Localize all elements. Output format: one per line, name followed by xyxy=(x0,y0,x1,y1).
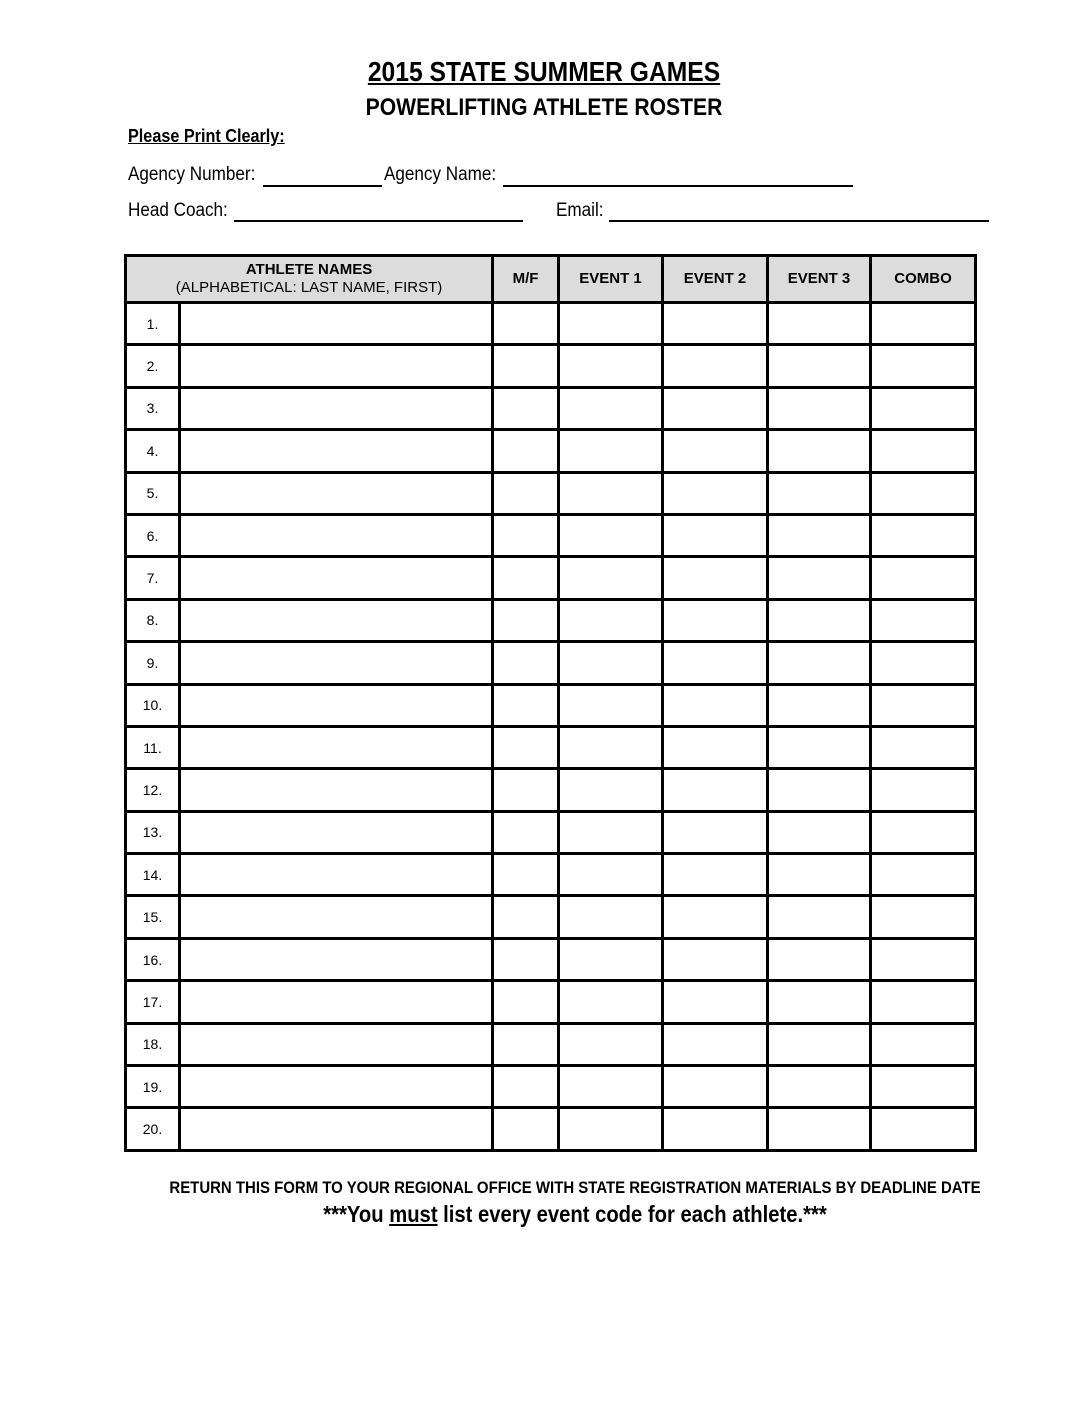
event1-cell[interactable] xyxy=(559,514,663,556)
agency-name-field[interactable] xyxy=(503,185,853,187)
row-number: 6. xyxy=(126,514,180,556)
event3-cell[interactable] xyxy=(768,472,871,514)
event3-cell[interactable] xyxy=(768,769,871,811)
event1-cell[interactable] xyxy=(559,854,663,896)
event3-cell[interactable] xyxy=(768,430,871,472)
athlete-name-cell[interactable] xyxy=(180,769,493,811)
combo-cell[interactable] xyxy=(871,896,976,938)
row-number: 16. xyxy=(126,938,180,980)
athlete-name-cell[interactable] xyxy=(180,303,493,345)
combo-cell[interactable] xyxy=(871,854,976,896)
combo-cell[interactable] xyxy=(871,811,976,853)
print-instruction: Please Print Clearly: xyxy=(128,126,285,146)
agency-name-label: Agency Name: xyxy=(384,164,497,185)
combo-cell[interactable] xyxy=(871,642,976,684)
athlete-name-cell[interactable] xyxy=(180,726,493,768)
agency-number-field[interactable] xyxy=(263,185,382,187)
combo-cell[interactable] xyxy=(871,1066,976,1108)
event3-cell[interactable] xyxy=(768,303,871,345)
event3-cell[interactable] xyxy=(768,642,871,684)
notice-emphasis: must xyxy=(389,1201,438,1227)
row-number: 18. xyxy=(126,1023,180,1065)
event2-cell[interactable] xyxy=(663,938,768,980)
combo-cell[interactable] xyxy=(871,938,976,980)
notice-prefix: ***You xyxy=(323,1201,390,1227)
athlete-name-cell[interactable] xyxy=(180,557,493,599)
mf-cell[interactable] xyxy=(493,303,559,345)
mf-cell[interactable] xyxy=(493,811,559,853)
row-number: 13. xyxy=(126,811,180,853)
combo-cell[interactable] xyxy=(871,726,976,768)
table-row xyxy=(126,981,976,1023)
event1-cell[interactable] xyxy=(559,981,663,1023)
mf-cell[interactable] xyxy=(493,472,559,514)
event1-cell[interactable] xyxy=(559,1066,663,1108)
combo-cell[interactable] xyxy=(871,345,976,387)
athlete-name-cell[interactable] xyxy=(180,854,493,896)
table-row xyxy=(126,514,976,556)
event2-cell[interactable] xyxy=(663,387,768,429)
event2-cell[interactable] xyxy=(663,811,768,853)
row-number: 20. xyxy=(126,1108,180,1150)
event3-cell[interactable] xyxy=(768,387,871,429)
athlete-name-cell[interactable] xyxy=(180,472,493,514)
mf-cell[interactable] xyxy=(493,430,559,472)
combo-cell[interactable] xyxy=(871,514,976,556)
row-number: 2. xyxy=(126,345,180,387)
event1-cell[interactable] xyxy=(559,430,663,472)
event1-cell[interactable] xyxy=(559,345,663,387)
column-header-event1: EVENT 1 xyxy=(559,256,663,303)
event2-cell[interactable] xyxy=(663,430,768,472)
notice-suffix: list every event code for each athlete.*** xyxy=(437,1201,827,1227)
row-number: 9. xyxy=(126,642,180,684)
row-number: 11. xyxy=(126,726,180,768)
row-number: 15. xyxy=(126,896,180,938)
combo-cell[interactable] xyxy=(871,472,976,514)
event3-cell[interactable] xyxy=(768,896,871,938)
event2-cell[interactable] xyxy=(663,514,768,556)
page-subtitle: POWERLIFTING ATHLETE ROSTER xyxy=(365,94,723,121)
mf-cell[interactable] xyxy=(493,599,559,641)
athlete-name-cell[interactable] xyxy=(180,345,493,387)
event1-cell[interactable] xyxy=(559,642,663,684)
email-field[interactable] xyxy=(609,220,989,222)
event1-cell[interactable] xyxy=(559,938,663,980)
combo-cell[interactable] xyxy=(871,981,976,1023)
athlete-name-cell[interactable] xyxy=(180,684,493,726)
athlete-names-subheading: (ALPHABETICAL: LAST NAME, FIRST) xyxy=(175,279,443,296)
event3-cell[interactable] xyxy=(768,599,871,641)
head-coach-field[interactable] xyxy=(234,220,523,222)
mf-cell[interactable] xyxy=(493,514,559,556)
table-row xyxy=(126,557,976,599)
mf-cell[interactable] xyxy=(493,557,559,599)
event1-cell[interactable] xyxy=(559,1108,663,1150)
table-row xyxy=(126,472,976,514)
row-number: 1. xyxy=(126,303,180,345)
athlete-names-heading: ATHLETE NAMES xyxy=(245,261,373,278)
mf-cell[interactable] xyxy=(493,726,559,768)
table-row xyxy=(126,684,976,726)
event3-cell[interactable] xyxy=(768,1108,871,1150)
row-number: 3. xyxy=(126,387,180,429)
event1-cell[interactable] xyxy=(559,387,663,429)
column-header-event3: EVENT 3 xyxy=(768,256,871,303)
table-row xyxy=(126,430,976,472)
table-row xyxy=(126,387,976,429)
column-header-combo: COMBO xyxy=(871,256,976,303)
combo-cell[interactable] xyxy=(871,769,976,811)
athlete-name-cell[interactable] xyxy=(180,514,493,556)
mf-cell[interactable] xyxy=(493,854,559,896)
event1-cell[interactable] xyxy=(559,896,663,938)
event2-cell[interactable] xyxy=(663,981,768,1023)
event1-cell[interactable] xyxy=(559,303,663,345)
mf-cell[interactable] xyxy=(493,1066,559,1108)
event2-cell[interactable] xyxy=(663,345,768,387)
table-row xyxy=(126,1023,976,1065)
event3-cell[interactable] xyxy=(768,1066,871,1108)
mf-cell[interactable] xyxy=(493,1108,559,1150)
row-number: 10. xyxy=(126,684,180,726)
event2-cell[interactable] xyxy=(663,557,768,599)
row-number: 14. xyxy=(126,854,180,896)
event1-cell[interactable] xyxy=(559,684,663,726)
combo-cell[interactable] xyxy=(871,599,976,641)
table-row xyxy=(126,1108,976,1150)
event3-cell[interactable] xyxy=(768,557,871,599)
table-row xyxy=(126,854,976,896)
column-header-event2: EVENT 2 xyxy=(663,256,768,303)
event2-cell[interactable] xyxy=(663,599,768,641)
row-number: 17. xyxy=(126,981,180,1023)
event2-cell[interactable] xyxy=(663,642,768,684)
event2-cell[interactable] xyxy=(663,726,768,768)
event3-cell[interactable] xyxy=(768,1023,871,1065)
column-header-athlete-names xyxy=(126,256,493,303)
table-row xyxy=(126,599,976,641)
combo-cell[interactable] xyxy=(871,684,976,726)
mf-cell[interactable] xyxy=(493,345,559,387)
mf-cell[interactable] xyxy=(493,642,559,684)
head-coach-label: Head Coach: xyxy=(128,200,228,221)
event1-cell[interactable] xyxy=(559,472,663,514)
event1-cell[interactable] xyxy=(559,557,663,599)
row-number: 19. xyxy=(126,1066,180,1108)
table-row xyxy=(126,1066,976,1108)
athlete-roster-table xyxy=(124,254,977,1152)
combo-cell[interactable] xyxy=(871,387,976,429)
table-row xyxy=(126,896,976,938)
athlete-name-cell[interactable] xyxy=(180,430,493,472)
mf-cell[interactable] xyxy=(493,769,559,811)
event3-cell[interactable] xyxy=(768,684,871,726)
table-row xyxy=(126,642,976,684)
row-number: 4. xyxy=(126,430,180,472)
mf-cell[interactable] xyxy=(493,1023,559,1065)
agency-number-label: Agency Number: xyxy=(128,164,256,185)
athlete-name-cell[interactable] xyxy=(180,642,493,684)
email-label: Email: xyxy=(556,200,604,221)
return-instruction: RETURN THIS FORM TO YOUR REGIONAL OFFICE WITH STATE REGISTRATION MATERIALS BY DEADLINE DATE xyxy=(169,1178,981,1197)
event2-cell[interactable] xyxy=(663,1066,768,1108)
event3-cell[interactable] xyxy=(768,854,871,896)
event1-cell[interactable] xyxy=(559,811,663,853)
event2-cell[interactable] xyxy=(663,769,768,811)
combo-cell[interactable] xyxy=(871,1023,976,1065)
event2-cell[interactable] xyxy=(663,896,768,938)
athlete-name-cell[interactable] xyxy=(180,938,493,980)
mf-cell[interactable] xyxy=(493,684,559,726)
athlete-name-cell[interactable] xyxy=(180,1066,493,1108)
row-number: 5. xyxy=(126,472,180,514)
table-row xyxy=(126,726,976,768)
event2-cell[interactable] xyxy=(663,684,768,726)
event2-cell[interactable] xyxy=(663,1108,768,1150)
table-row xyxy=(126,303,976,345)
table-header-row xyxy=(126,256,976,303)
event1-cell[interactable] xyxy=(559,599,663,641)
event3-cell[interactable] xyxy=(768,345,871,387)
athlete-name-cell[interactable] xyxy=(180,599,493,641)
table-row xyxy=(126,345,976,387)
event2-cell[interactable] xyxy=(663,303,768,345)
event3-cell[interactable] xyxy=(768,938,871,980)
event1-cell[interactable] xyxy=(559,726,663,768)
page-title: 2015 STATE SUMMER GAMES xyxy=(367,56,721,87)
combo-cell[interactable] xyxy=(871,1108,976,1150)
table-row xyxy=(126,811,976,853)
event-code-notice xyxy=(69,1201,1081,1228)
athlete-name-cell[interactable] xyxy=(180,387,493,429)
row-number: 8. xyxy=(126,599,180,641)
athlete-name-cell[interactable] xyxy=(180,896,493,938)
table-row xyxy=(126,769,976,811)
roster-body xyxy=(126,303,976,1151)
athlete-name-cell[interactable] xyxy=(180,1023,493,1065)
athlete-name-cell[interactable] xyxy=(180,1108,493,1150)
table-row xyxy=(126,938,976,980)
combo-cell[interactable] xyxy=(871,430,976,472)
event2-cell[interactable] xyxy=(663,1023,768,1065)
column-header-mf: M/F xyxy=(493,256,559,303)
athlete-name-cell[interactable] xyxy=(180,811,493,853)
combo-cell[interactable] xyxy=(871,557,976,599)
event3-cell[interactable] xyxy=(768,811,871,853)
mf-cell[interactable] xyxy=(493,981,559,1023)
event1-cell[interactable] xyxy=(559,769,663,811)
event2-cell[interactable] xyxy=(663,472,768,514)
row-number: 12. xyxy=(126,769,180,811)
mf-cell[interactable] xyxy=(493,387,559,429)
event2-cell[interactable] xyxy=(663,854,768,896)
mf-cell[interactable] xyxy=(493,896,559,938)
event3-cell[interactable] xyxy=(768,981,871,1023)
mf-cell[interactable] xyxy=(493,938,559,980)
athlete-name-cell[interactable] xyxy=(180,981,493,1023)
row-number: 7. xyxy=(126,557,180,599)
event3-cell[interactable] xyxy=(768,514,871,556)
event1-cell[interactable] xyxy=(559,1023,663,1065)
event3-cell[interactable] xyxy=(768,726,871,768)
combo-cell[interactable] xyxy=(871,303,976,345)
